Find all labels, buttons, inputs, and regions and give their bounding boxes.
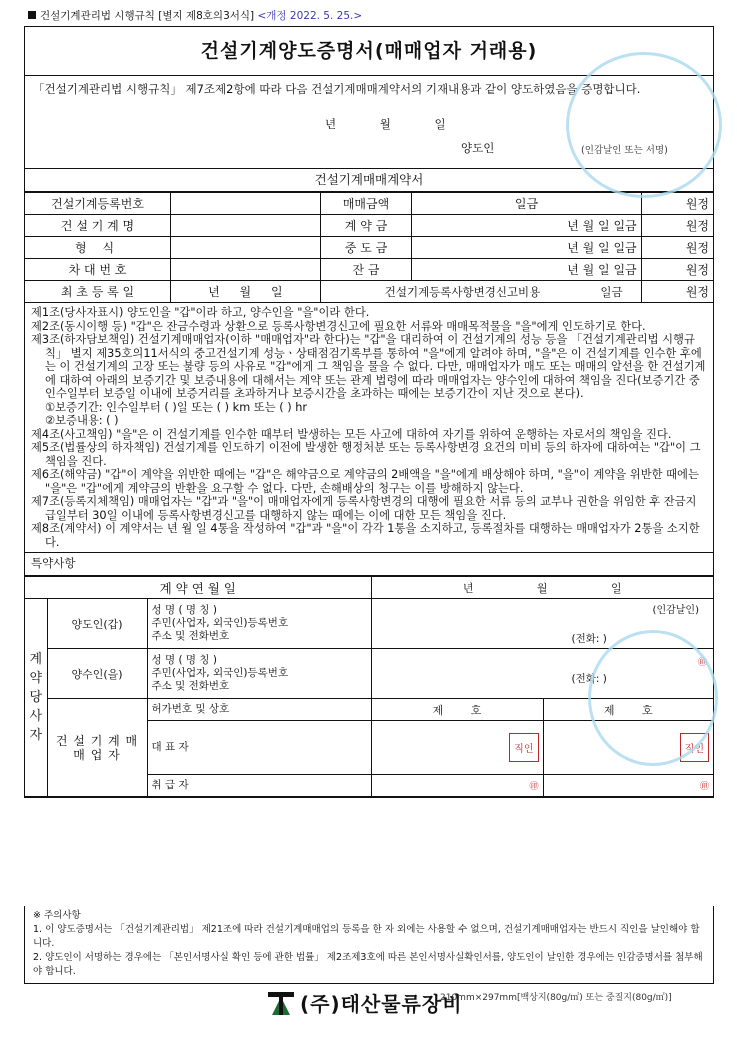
warranty-period[interactable]: ①보증기간: 인수일부터 ( )일 또는 ( ) km 또는 ( ) hr: [45, 400, 308, 414]
chassis-field[interactable]: [171, 259, 321, 281]
license-field-2[interactable]: 제 호: [543, 699, 713, 721]
clause-2: 제2조(동시이행 등) "갑"은 잔금수령과 상환으로 등록사항변경신고에 필요한 서류와 매매목적물을 "을"에게 인도하기로 한다.: [31, 319, 646, 333]
seal-mark-icon: ㊞: [699, 782, 709, 792]
price-label: 매매금액: [320, 193, 412, 215]
first-reg-field[interactable]: 년 월 일: [171, 281, 321, 303]
special-terms-label[interactable]: 특약사항: [25, 553, 713, 576]
law-reference: 건설기계관리법 시행규칙 [별지 제8호의3서식]: [40, 10, 255, 22]
table-row: [25, 259, 713, 281]
handler-field-2[interactable]: [543, 775, 713, 797]
first-reg-label: 최 초 등 록 일: [25, 281, 171, 303]
intro-date[interactable]: 년 월 일: [325, 117, 446, 131]
notes-heading: ※ 주의사항: [33, 910, 81, 921]
watermark-circle: [566, 52, 722, 198]
intro-text: 「건설기계관리법 시행규칙」 제7조제2항에 따라 다음 건설기계매매계약서의 기재내용과 같이 양도하였음을 증명합니다.: [33, 82, 641, 96]
machine-name-label: 건 설 기 계 명: [25, 215, 171, 237]
table-row: [25, 215, 713, 237]
machine-name-field[interactable]: [171, 215, 321, 237]
contract-clauses: [25, 303, 713, 553]
company-logo: [268, 988, 463, 1017]
seller-label: 양도인: [461, 141, 495, 155]
balance-label: 잔 금: [320, 259, 412, 281]
handler-field-1[interactable]: [371, 775, 543, 797]
clause-3: 제3조(하자담보책임) 건설기계매매업자(이하 "매매업자"라 한다)는 "갑"을 대리하여 이 건설기계의 성능 등을 「건설기계관리법 시행규칙」 별지 제35호의11서식의 중고건설기계 성능ㆍ상태점검기록부를 통하여 "을"에게 알려야 하며, "을"은 이 건설기계를 인수한 후에는 이 건설기계의 고장 또는 불량 등의 사유로 "갑"에게 그 책임을 물을 수 없다. 다만, 매매업자가 매도 또는 매매의 알선을 한 건설기계에 대하여 아래의 보증기간 및 보증내용에 대해서는 계약 또는 관계 법령에 따라 매매업자는 양수인에 대하여 책임을 진다(보증기간 중 인수일부터 보증일 이내에 보증거리를 초과하거나 보증시간을 초과하는 때에는 보증기간이 지난 것으로 본다).: [31, 333, 706, 400]
warranty-content[interactable]: ②보증내용: ( ): [45, 414, 119, 427]
seller-party-label: 양도인(갑): [47, 599, 147, 649]
taesan-logo-icon: [268, 990, 294, 1016]
interim-label: 중 도 금: [320, 237, 412, 259]
seal-mark-icon: ㊞: [529, 782, 539, 792]
form-header: [28, 8, 362, 23]
seal-note: (인감날인 또는 서명): [581, 145, 668, 156]
seal-mark-icon: ㊞: [697, 658, 707, 668]
price-field[interactable]: 일금: [412, 193, 641, 215]
chassis-label: 차 대 번 호: [25, 259, 171, 281]
table-row: [25, 577, 713, 599]
official-stamp-2[interactable]: 직인: [680, 733, 709, 762]
clause-1: 제1조(당사자표시) 양도인을 "갑"이라 하고, 양수인을 "을"이라 한다.: [31, 306, 370, 319]
unit-label: 원정: [641, 215, 713, 237]
buyer-info-labels: 성 명 ( 명 칭 ) 주민(사업자, 외국인)등록번호 주소 및 전화번호: [147, 649, 371, 699]
deposit-field[interactable]: 년 월 일 일금: [412, 215, 641, 237]
table-row: [25, 281, 713, 303]
license-field-1[interactable]: 제 호: [371, 699, 543, 721]
handler-label: 취 급 자: [147, 775, 371, 797]
contract-date-field[interactable]: 년 월 일: [371, 577, 713, 599]
model-label: 형 식: [25, 237, 171, 259]
representative-label: 대 표 자: [147, 721, 371, 775]
seller-seal-note: (인감날인): [652, 605, 699, 616]
paper-spec: 210mm×297mm[백상지(80g/㎡) 또는 중질지(80g/㎡)]: [440, 993, 672, 1003]
license-label: 허가번호 및 상호: [147, 699, 371, 721]
note-2: 2. 양도인이 서명하는 경우에는 「본인서명사실 확인 등에 관한 법률」 제2조제3호에 따른 본인서명사실확인서를, 양도인이 날인한 경우에는 인감증명서를 첨부해야 합니다.: [33, 952, 703, 977]
seller-info-labels: 성 명 ( 명 칭 ) 주민(사업자, 외국인)등록번호 주소 및 전화번호: [147, 599, 371, 649]
note-1: 1. 이 양도증명서는 「건설기계관리법」 제21조에 따라 건설기계매매업의 등록을 한 자 외에는 사용할 수 없으며, 건설기계매매업자는 반드시 직인을 날인해야 합니다.: [33, 924, 700, 949]
reg-number-label: 건설기계등록번호: [25, 193, 171, 215]
watermark-circle: [588, 630, 718, 766]
table-row: [25, 237, 713, 259]
clause-4: 제4조(사고책임) "을"은 이 건설기계를 인수한 때부터 발생하는 모든 사고에 대하여 자기를 위하여 운행하는 자로서의 책임을 진다.: [31, 427, 672, 441]
reg-number-field[interactable]: [171, 193, 321, 215]
buyer-party-label: 양수인(을): [47, 649, 147, 699]
unit-label: 원정: [641, 237, 713, 259]
reg-change-fee-label: 건설기계등록사항변경신고비용: [384, 284, 541, 299]
buyer-phone: (전화: ): [571, 673, 607, 685]
interim-field[interactable]: 년 월 일 일금: [412, 237, 641, 259]
clause-7: 제7조(등록지체책임) 매매업자는 "갑"과 "을"이 매매업자에게 등록사항변경의 대행에 필요한 서류 등의 교부나 권한을 위임한 후 잔금지급일부터 30일 이내에 등록사항변경신고를 대행하지 않는 때에는 이에 대한 모든 책임을 진다.: [31, 495, 697, 522]
square-bullet-icon: [28, 11, 36, 19]
clause-6: 제6조(해약금) "갑"이 계약을 위반한 때에는 "갑"은 해약금으로 계약금의 2배액을 "을"에게 배상해야 하며, "을"이 계약을 위반한 때에는 "을"은 "갑"에게 계약금의 반환을 요구할 수 없다. 다만, 손해배상의 청구는 이를 방해하지 않는다.: [31, 468, 699, 495]
parties-group-label: 계약당사자: [25, 599, 47, 797]
company-name: (주)태산물류장비: [300, 992, 463, 1016]
form-title: 건설기계양도증명서(매매업자 거래용): [25, 27, 713, 76]
table-row: [25, 193, 713, 215]
official-stamp-1[interactable]: 직인: [509, 733, 538, 762]
revision-date: <개정 2022. 5. 25.>: [257, 10, 363, 22]
clause-8: 제8조(계약서) 이 계약서는 년 월 일 4통을 작성하여 "갑"과 "을"이 각각 1통을 소지하고, 등록절차를 대행하는 매매업자가 2통을 소지한다.: [31, 522, 700, 549]
contract-section-title: 건설기계매매계약서: [25, 169, 713, 192]
unit-label: 원정: [641, 281, 713, 303]
balance-field[interactable]: 년 월 일 일금: [412, 259, 641, 281]
dealer-label: 건 설 기 계 매 매 업 자: [47, 699, 147, 797]
unit-label: 원정: [641, 193, 713, 215]
unit-label: 원정: [641, 259, 713, 281]
contract-table: [25, 192, 713, 303]
caution-notes: [24, 906, 714, 984]
seller-phone: (전화: ): [571, 633, 607, 645]
deposit-label: 계 약 금: [320, 215, 412, 237]
reg-change-fee-field[interactable]: 일금: [600, 284, 623, 299]
contract-date-label: 계 약 연 월 일: [25, 577, 371, 599]
table-row: [25, 599, 713, 649]
clause-5: 제5조(법률상의 하자책임) 건설기계를 인도하기 이전에 발생한 행정처분 또는 등록사항변경 요건의 미비 등의 하자에 대하여는 "갑"이 그 책임을 진다.: [31, 441, 701, 468]
model-field[interactable]: [171, 237, 321, 259]
